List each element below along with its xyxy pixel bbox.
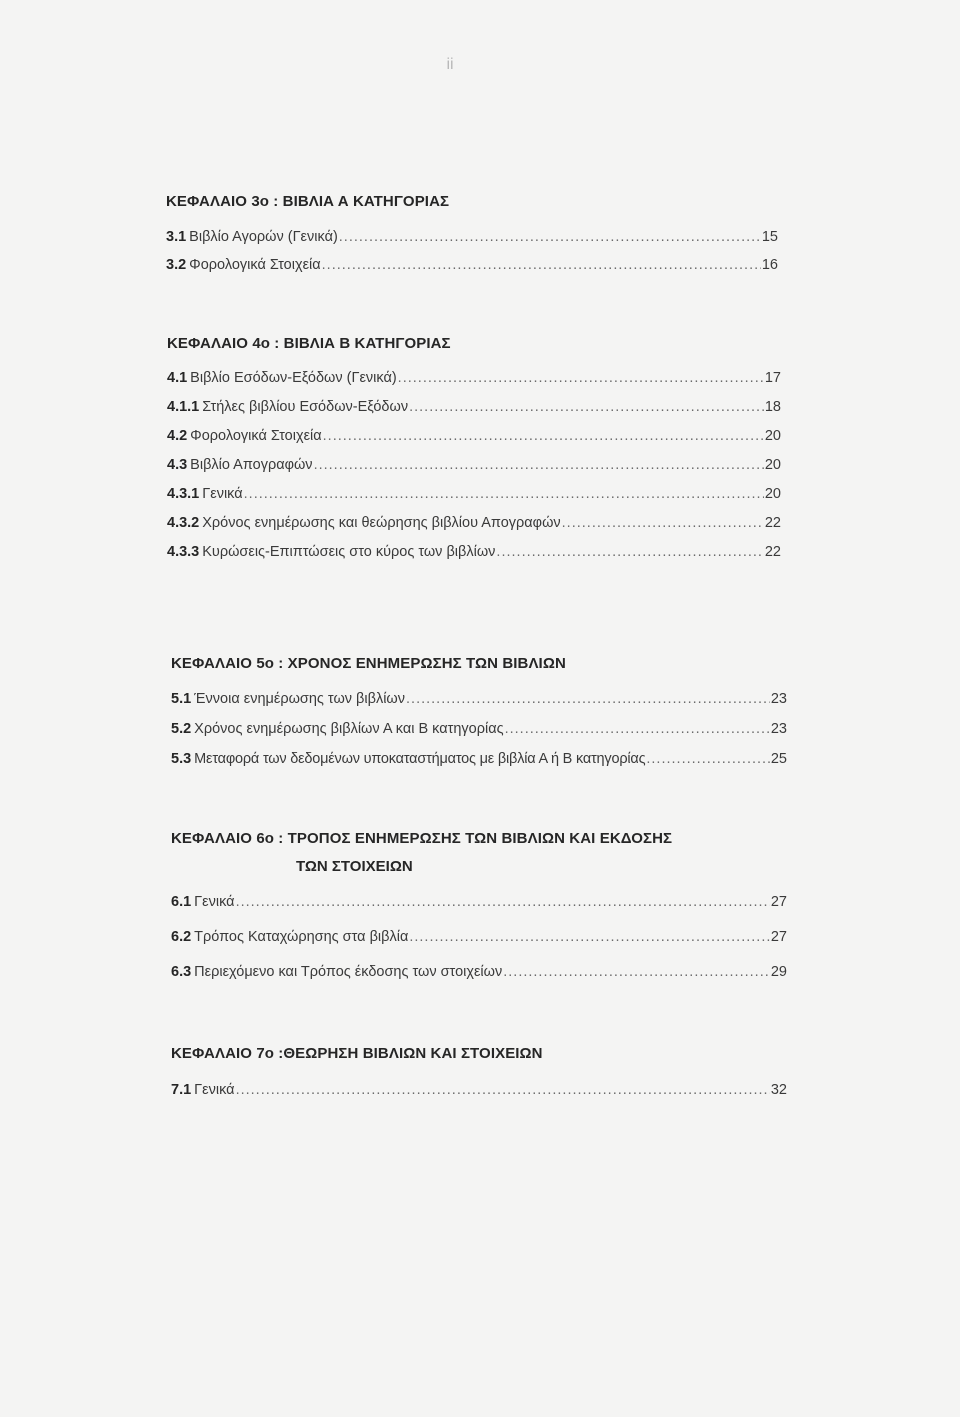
entry-title: Βιβλίο Απογραφών	[190, 457, 313, 473]
toc-entry[interactable]	[166, 224, 778, 252]
entry-page: 23	[770, 721, 787, 737]
toc-entry[interactable]	[167, 480, 781, 509]
entry-title: Βιβλίο Αγορών (Γενικά)	[189, 229, 338, 245]
entry-number: 3.2	[166, 256, 187, 273]
entry-page: 20	[764, 486, 781, 502]
page-number: ii	[446, 56, 454, 73]
entry-page: 16	[761, 256, 778, 273]
entry-title: Κυρώσεις-Επιπτώσεις στο κύρος των βιβλίων	[202, 544, 496, 560]
entry-title: Φορολογικά Στοιχεία	[190, 428, 322, 444]
entry-number: 5.1	[171, 691, 192, 707]
entry-title: Γενικά	[194, 1082, 235, 1098]
toc-entry[interactable]	[166, 252, 778, 280]
toc-entry[interactable]	[171, 1075, 787, 1105]
entry-number: 4.3.2	[167, 515, 200, 531]
chapter-4	[167, 335, 781, 567]
entry-page: 27	[770, 894, 787, 910]
entry-number: 4.2	[167, 428, 188, 444]
entry-title: Στήλες βιβλίου Εσόδων-Εξόδων	[202, 399, 409, 415]
toc-entry[interactable]	[171, 684, 787, 714]
chapter-title: ΚΕΦΑΛΑΙΟ 3ο : ΒΙΒΛΙΑ Α ΚΑΤΗΓΟΡΙΑΣ	[166, 193, 450, 210]
chapter-title-continuation: ΤΩΝ ΣΤΟΙΧΕΙΩΝ	[296, 858, 413, 875]
entry-title: Περιεχόμενο και Τρόπος έκδοσης των στοιχείων	[194, 964, 503, 980]
chapter-title: ΚΕΦΑΛΑΙΟ 5ο : ΧΡΟΝΟΣ ΕΝΗΜΕΡΩΣΗΣ ΤΩΝ ΒΙΒΛΙΩΝ	[171, 655, 566, 672]
entry-number: 6.2	[171, 929, 192, 945]
entry-title: Φορολογικά Στοιχεία	[189, 256, 321, 273]
entry-page: 22	[764, 515, 781, 531]
entry-page: 23	[770, 691, 787, 707]
leader-dots	[562, 509, 764, 538]
toc-entry[interactable]	[167, 364, 781, 393]
chapter-entries	[166, 224, 778, 279]
entry-number: 5.3	[171, 751, 192, 767]
chapter-title: ΚΕΦΑΛΑΙΟ 4ο : ΒΙΒΛΙΑ Β ΚΑΤΗΓΟΡΙΑΣ	[167, 335, 451, 352]
leader-dots	[339, 224, 761, 252]
entry-number: 4.3	[167, 457, 188, 473]
entry-page: 20	[764, 428, 781, 444]
entry-number: 5.2	[171, 721, 192, 737]
entry-page: 32	[770, 1082, 787, 1098]
entry-title: Χρόνος ενημέρωσης βιβλίων Α και Β κατηγορίας	[194, 721, 504, 737]
entry-title: Χρόνος ενημέρωσης και θεώρησης βιβλίου Απογραφών	[202, 515, 561, 531]
leader-dots	[409, 393, 764, 422]
entry-title: Γενικά	[194, 894, 235, 910]
leader-dots	[236, 885, 770, 920]
toc-entry[interactable]	[167, 538, 781, 567]
entry-page: 22	[764, 544, 781, 560]
leader-dots	[236, 1075, 770, 1105]
entry-title: Μεταφορά των δεδομένων υποκαταστήματος με βιβλία Α ή Β κατηγορίας	[194, 751, 646, 767]
toc-entry[interactable]	[171, 744, 787, 774]
entry-number: 6.3	[171, 964, 192, 980]
entry-number: 4.3.3	[167, 544, 200, 560]
entry-page: 20	[764, 457, 781, 473]
entry-number: 4.1	[167, 370, 188, 386]
toc-entry[interactable]	[167, 509, 781, 538]
leader-dots	[322, 252, 761, 280]
toc-entry[interactable]	[167, 393, 781, 422]
leader-dots	[323, 422, 764, 451]
toc-entry[interactable]	[171, 714, 787, 744]
toc-entry[interactable]	[171, 885, 787, 920]
chapter-6	[171, 830, 787, 990]
chapter-entries	[171, 885, 787, 990]
chapter-entries	[171, 684, 787, 774]
leader-dots	[406, 684, 770, 714]
leader-dots	[244, 480, 764, 509]
leader-dots	[496, 538, 763, 567]
leader-dots	[409, 920, 770, 955]
leader-dots	[314, 451, 764, 480]
entry-page: 17	[764, 370, 781, 386]
leader-dots	[505, 714, 770, 744]
toc-entry[interactable]	[171, 920, 787, 955]
entry-number: 3.1	[166, 229, 187, 245]
leader-dots	[503, 955, 770, 990]
chapter-title: ΚΕΦΑΛΑΙΟ 7ο :ΘΕΩΡΗΣΗ ΒΙΒΛΙΩΝ ΚΑΙ ΣΤΟΙΧΕΙΩΝ	[171, 1045, 543, 1062]
chapter-entries	[167, 364, 781, 567]
entry-number: 4.3.1	[167, 486, 200, 502]
chapter-7	[171, 1045, 787, 1105]
entry-number: 7.1	[171, 1082, 192, 1098]
entry-page: 27	[770, 929, 787, 945]
chapter-3	[166, 193, 778, 279]
leader-dots	[646, 744, 769, 774]
entry-page: 29	[770, 964, 787, 980]
entry-number: 6.1	[171, 894, 192, 910]
chapter-entries	[171, 1075, 787, 1105]
toc-entry[interactable]	[171, 955, 787, 990]
entry-title: Βιβλίο Εσόδων-Εξόδων (Γενικά)	[190, 370, 397, 386]
entry-page: 25	[770, 751, 787, 767]
chapter-5	[171, 655, 787, 774]
entry-title: Γενικά	[202, 486, 243, 502]
entry-title: Έννοια ενημέρωσης των βιβλίων	[194, 691, 406, 707]
leader-dots	[398, 364, 764, 393]
entry-title: Τρόπος Καταχώρησης στα βιβλία	[194, 929, 409, 945]
entry-page: 18	[764, 399, 781, 415]
entry-number: 4.1.1	[167, 399, 200, 415]
toc-entry[interactable]	[167, 451, 781, 480]
entry-page: 15	[761, 229, 778, 245]
chapter-title: ΚΕΦΑΛΑΙΟ 6ο : ΤΡΟΠΟΣ ΕΝΗΜΕΡΩΣΗΣ ΤΩΝ ΒΙΒΛΙΩΝ ΚΑΙ ΕΚΔΟΣΗΣ	[171, 830, 673, 847]
toc-entry[interactable]	[167, 422, 781, 451]
